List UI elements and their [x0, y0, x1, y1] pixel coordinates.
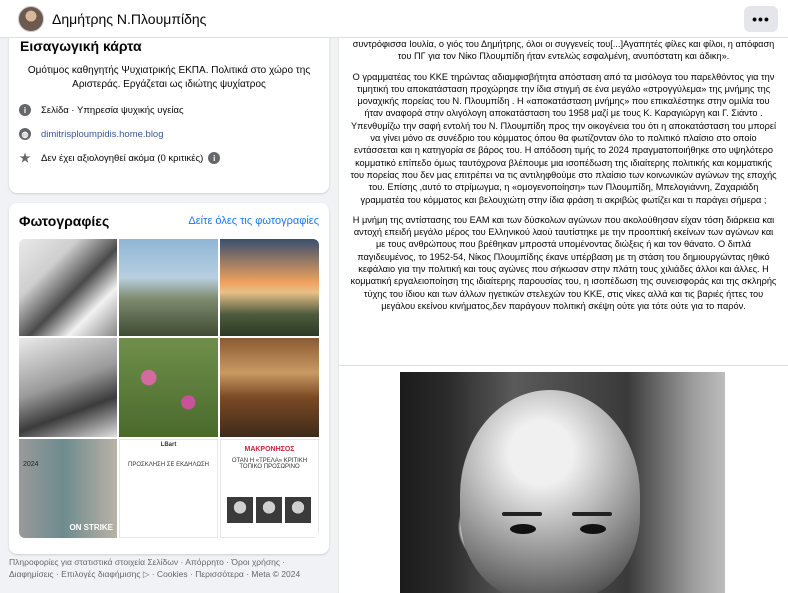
photo-thumbnail[interactable] — [119, 439, 218, 538]
globe-icon: ◍ — [19, 128, 31, 140]
portrait-brow-shape — [572, 512, 612, 516]
avatar[interactable] — [18, 6, 44, 32]
photos-title: Φωτογραφίες — [19, 213, 110, 229]
photo-thumbnail[interactable] — [220, 439, 319, 538]
photo-thumbnail[interactable] — [119, 338, 218, 437]
photos-header — [19, 213, 319, 229]
star-icon: ★ — [19, 151, 31, 165]
see-all-photos-link[interactable]: Δείτε όλες τις φωτογραφίες — [188, 215, 319, 227]
intro-title: Εισαγωγική κάρτα — [20, 38, 142, 54]
post-divider — [339, 365, 788, 366]
portrait-head-shape — [460, 390, 640, 593]
website-row — [19, 128, 319, 140]
portrait-brow-shape — [502, 512, 542, 516]
more-options-button[interactable] — [744, 6, 778, 32]
photo-logo-text: LBart — [160, 442, 177, 448]
rating-text: Δεν έχει αξιολογηθεί ακόμα (0 κριτικές) — [41, 152, 204, 164]
photo-thumbnail[interactable] — [220, 239, 319, 336]
portrait-eye-shape — [580, 524, 606, 534]
post-photo[interactable] — [400, 372, 725, 593]
photo-caption: ΠΡΟΣΚΛΗΣΗ ΣΕ ΕΚΔΗΛΩΣΗ — [127, 462, 210, 468]
rating-row — [19, 152, 319, 164]
photo-portraits — [227, 497, 311, 523]
intro-bio: Ομότιμος καθηγητής Ψυχιατρικής ΕΚΠΑ. Πολιτικά στο χώρο της Αριστεράς. Εργάζεται ως ιδιώτης ψυχίατρος — [27, 65, 311, 90]
page-name[interactable]: Δημήτρης Ν.Πλουμπίδης — [52, 10, 207, 27]
photo-date-text: 2024 — [23, 461, 39, 468]
photo-thumbnail[interactable] — [19, 239, 117, 336]
page-type-row — [19, 104, 319, 116]
photo-thumbnail[interactable] — [19, 338, 117, 437]
post-paragraph: Ο γραμματέας του ΚΚΕ τηρώντας αδιαμφισβήτητα απόσταση από τα μισόλογα του παρελθόντος για την τιμητική του αποκατάσταση προχώρησε την ίδια στιγμή σε ένα μεγάλο «στρογγύλεμα» της μνήμης της μοναχικής πορείας του Ν. Πλουμπίδη . Η «αποκατάσταση μνήμης» που επικαλέστηκε στην ομιλία του ήταν αναφορά στην ολιγόλογη αποκατάσταση του 1958 μαζί με τους Κ. Καραγιώργη και Γ. Σιάντο . Υπενθυμίζω την σαφή εντολή του Ν. Πλουμπίδη προς την οικογένεια του ότι η αποκατάσταση του μπορεί να γίνει μόνο σε συνέδριο του κόμματος όπου θα φωτίζονταν όλο το πολιτικό πλαίσιο στο οποίο εντάσσεται και η κατηγορία σε βάρος του. Η απόδοση τιμής το 2024 πραγματοποιήθηκε στο υψηλότερο κομματικό επίπεδο όμως ταυτόχρονα βλέπουμε μια ισοπέδωση της ιδιαίτερης πολιτικής και κομματικής του πορείας που δεν μας επιτρέπει να τις αντιληφθούμε στο πλαίσιο των κοινωνικών αγώνων της εποχής του. Επίσης ,αυτό το στρίμωγμα, η «ομογενοποίηση» των Πλουμπίδη, Μπελογιάννη, Ζαχαριάδη γραμματέα του κόμματος και βελουχιώτη στην ίδια φράση τι ακριβώς φωτίζει και τι παράγει σήμερα ; — [350, 71, 777, 205]
post-paragraph: Η μνήμη της αντίστασης του ΕΑΜ και των δύσκολων αγώνων που ακολούθησαν είχαν τόση διάρκεια και αντοχή επειδή μεγάλο μέρος του Ελληνικού λαού ταυτίστηκε με την προοπτική εκείνων των αγώνων και με τους ανθρώπους που βρέθηκαν μπροστά υπομένοντας διώξεις ή και τον θάνατο. Ο διπλά παγιδευμένος, το 1952-54, Νίκος Πλουμπίδης έκανε υπέρβαση με τη στάση του δημιουργώντας ηθικό κεφάλαιο για την πολιτική και τους αγώνες που σήκωσαν στην πλάτη τους χιλιάδες άλλοι και άλλες. Η κομματική εργαλειοποίηση της ιδιαίτερης παρουσίας του, η ισοπέδωση της συνεισφοράς και της σκληρής τύχης του ίδιου και των άλλων ηγετικών στελεχών του ΚΚΕ, στις νίκες αλλά και τις βαριές ήττες του μεγάλου εκείνου κινήματος,δεν παράγουν πολιτική σκέψη ούτε για τότε ούτε για το παρόν. — [350, 214, 777, 311]
photo-subcaption: ΟΤΑΝ Η «ΤΡΕΛΑ» ΚΡΙΤΙΚΗ ΤΟΠΙΚΟ ΠΡΟΣΩΡΙΝΟ — [231, 458, 308, 470]
photo-thumbnail[interactable] — [19, 439, 117, 538]
portrait-image — [227, 497, 253, 523]
rating-info-icon[interactable]: i — [208, 152, 220, 164]
website-link[interactable]: dimitrisploumpidis.home.blog — [41, 128, 164, 140]
intro-card — [9, 30, 329, 193]
photo-thumbnail[interactable] — [220, 338, 319, 437]
post-card — [339, 30, 788, 593]
photo-grid — [19, 239, 319, 538]
portrait-eye-shape — [510, 524, 536, 534]
photo-thumbnail[interactable] — [119, 239, 218, 336]
page-header-bar — [0, 0, 788, 38]
photo-caption: ΜΑΚΡΟΝΗΣΟΣ — [244, 446, 295, 453]
portrait-image — [256, 497, 282, 523]
page-type-text: Σελίδα · Υπηρεσία ψυχικής υγείας — [41, 104, 184, 116]
photos-card — [9, 203, 329, 554]
more-icon: ••• — [752, 10, 770, 27]
photo-caption: ON STRIKE — [69, 523, 113, 532]
post-paragraph: συντρόφισσα Ιουλία, ο γιός του Δημήτρης, όλοι οι συγγενείς του[...]Αγαπητές φίλες και φίλοι, η απόφαση του ΠΓ για τον Νίκο Πλουμπίδη ήταν εντελώς εσφαλμένη, ανυπόστατη και άδικη». — [352, 39, 775, 62]
portrait-image — [285, 497, 311, 523]
info-icon: i — [19, 104, 31, 116]
post-body — [339, 30, 788, 312]
footer-links[interactable]: Πληροφορίες για στατιστικά στοιχεία Σελίδων · Απόρρητο · Όροι χρήσης · Διαφημίσεις · Επιλογές διαφήμισης ▷ · Cookies · Περισσότερα · Meta © 2024 — [9, 557, 301, 579]
